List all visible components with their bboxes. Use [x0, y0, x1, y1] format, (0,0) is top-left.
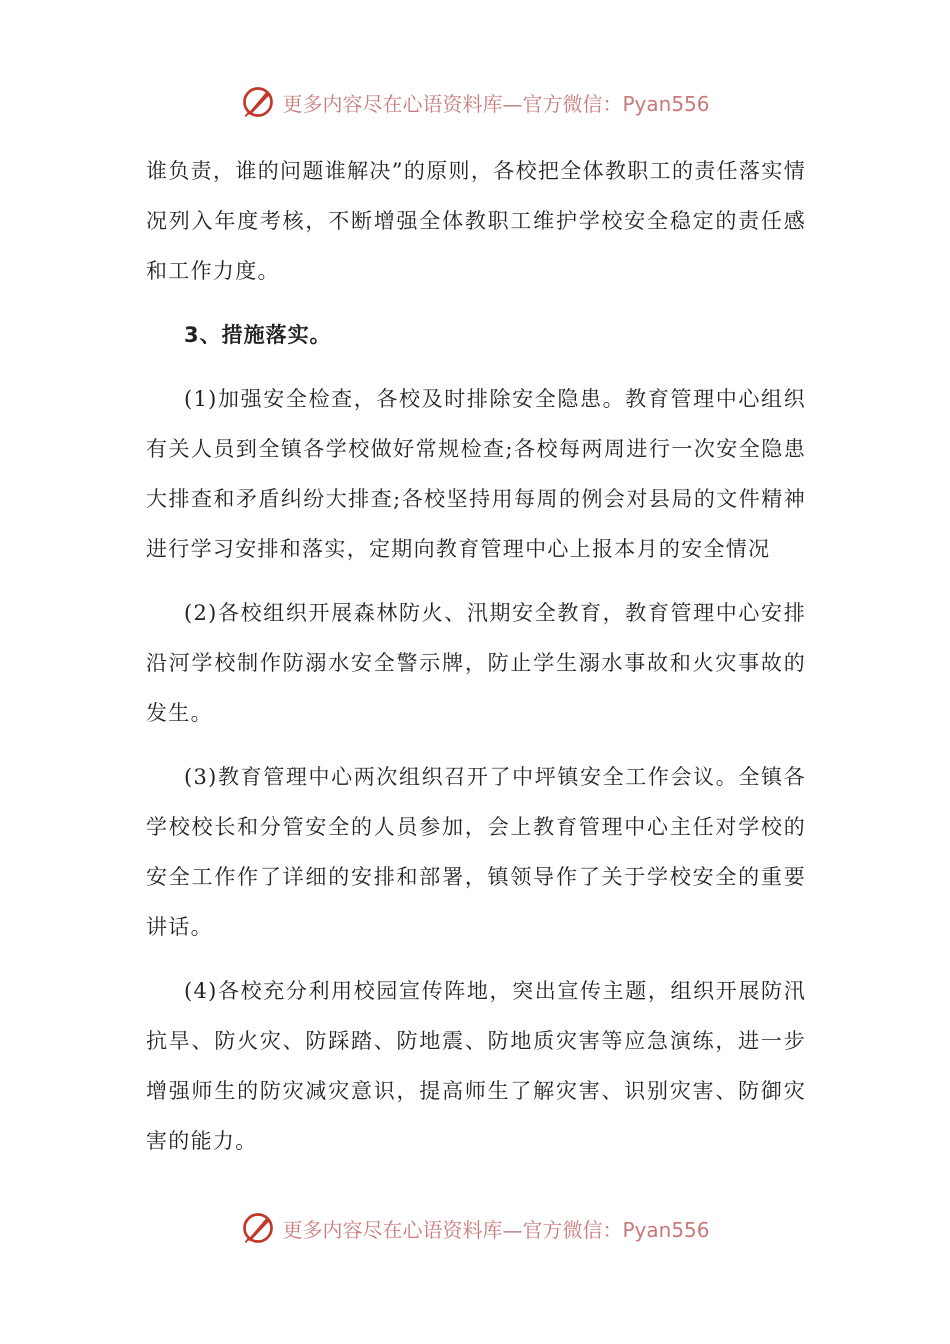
header-wechat-label: 官方微信： — [522, 91, 623, 116]
footer-banner-text — [282, 1214, 709, 1243]
list-item-2: (2)各校组织开展森林防火、汛期安全教育，教育管理中心安排沿河学校制作防溺水安全警示牌，防止学生溺水事故和火灾事故的发生。 — [146, 601, 806, 725]
header-banner — [0, 82, 950, 122]
footer-banner-title: 更多内容尽在心语资料库 — [282, 1217, 503, 1242]
header-banner-title: 更多内容尽在心语资料库 — [282, 91, 503, 116]
section-heading: 3、措施落实。 — [184, 323, 332, 347]
quill-logo-icon — [240, 84, 276, 120]
intro-paragraph: 谁负责，谁的问题谁解决”的原则，各校把全体教职工的责任落实情况列入年度考核，不断增强全体教职工维护学校安全稳定的责任感和工作力度。 — [146, 159, 806, 283]
list-item-4: (4)各校充分利用校园宣传阵地，突出宣传主题，组织开展防汛抗旱、防火灾、防踩踏、防地震、防地质灾害等应急演练，进一步增强师生的防灾减灾意识，提高师生了解灾害、识别灾害、防御灾害的能力。 — [146, 979, 806, 1153]
header-banner-text — [282, 88, 709, 117]
quill-logo-icon — [240, 1210, 276, 1246]
list-item-1: (1)加强安全检查，各校及时排除安全隐患。教育管理中心组织有关人员到全镇各学校做好常规检查;各校每两周进行一次安全隐患大排查和矛盾纠纷大排查;各校坚持用每周的例会对县局的文件精神进行学习安排和落实，定期向教育管理中心上报本月的安全情况 — [146, 387, 806, 561]
footer-banner-dash: — — [502, 1217, 523, 1242]
header-banner-dash: — — [502, 91, 523, 116]
document-body — [146, 146, 806, 1166]
footer-wechat-label: 官方微信： — [522, 1217, 623, 1242]
header-wechat-account: Pyan556 — [622, 91, 710, 116]
list-item-3: (3)教育管理中心两次组织召开了中坪镇安全工作会议。全镇各学校校长和分管安全的人员参加，会上教育管理中心主任对学校的安全工作作了详细的安排和部署，镇领导作了关于学校安全的重要讲话。 — [146, 765, 806, 939]
footer-banner — [0, 1208, 950, 1248]
footer-wechat-account: Pyan556 — [622, 1217, 710, 1242]
